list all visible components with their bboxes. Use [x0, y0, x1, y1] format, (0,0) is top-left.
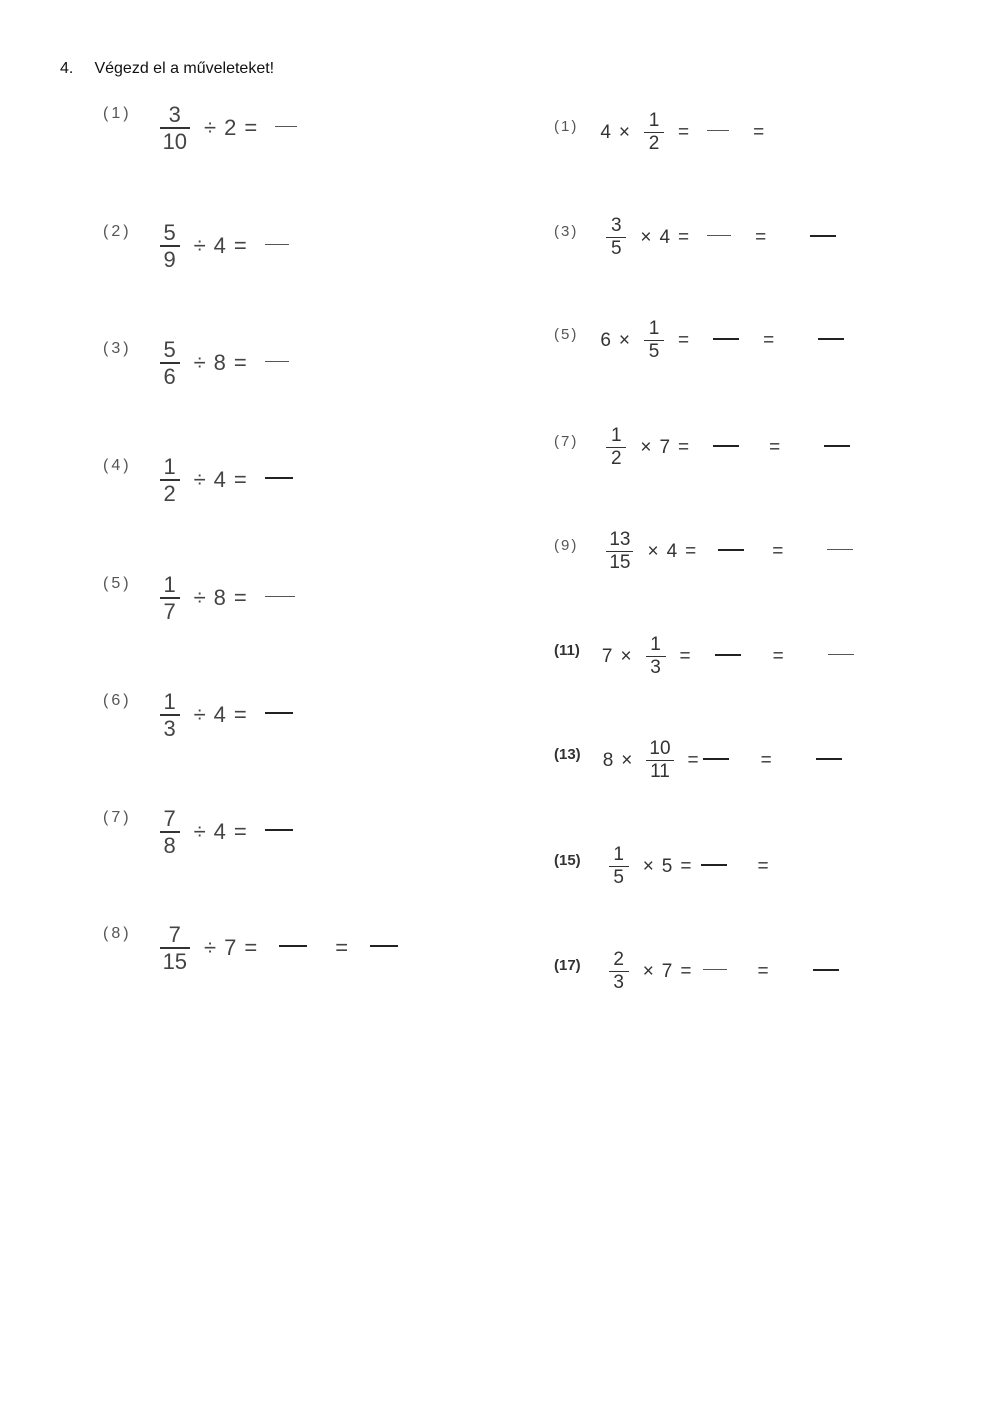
problem-label: (5): [554, 326, 579, 344]
equals-sign: =: [772, 540, 784, 562]
problem-label: (4): [103, 457, 132, 475]
denominator: 15: [609, 552, 631, 574]
denominator: 5: [613, 867, 624, 889]
equals-sign: =: [679, 645, 691, 667]
problem-label: (11): [554, 642, 580, 660]
numerator: 3: [611, 215, 622, 236]
division-problem: [103, 572, 305, 624]
problem-label: (15): [554, 852, 581, 870]
division-problem: [103, 337, 299, 389]
answer-blank[interactable]: [828, 654, 854, 655]
denominator: 5: [648, 341, 660, 363]
operand: 4: [600, 121, 611, 143]
problem-label: (3): [554, 223, 579, 241]
operand: 8: [213, 585, 226, 611]
fraction: [160, 102, 190, 154]
divide-sign: ÷: [193, 585, 206, 611]
divide-sign: ÷: [204, 935, 217, 961]
denominator: 15: [162, 948, 188, 974]
multiply-sign: ×: [642, 960, 654, 982]
equals-sign: =: [233, 233, 247, 259]
problem-label: (9): [554, 537, 579, 555]
denominator: 11: [650, 761, 670, 783]
denominator: 5: [611, 238, 622, 260]
answer-blank[interactable]: [265, 829, 293, 831]
fraction: [160, 689, 180, 741]
multiplication-problem: [554, 110, 772, 155]
divide-sign: ÷: [193, 233, 206, 259]
division-problem: [103, 689, 303, 741]
equals-sign: =: [760, 749, 772, 771]
multiplication-problem: [554, 318, 854, 363]
operand: 5: [661, 855, 673, 877]
problem-label: (1): [103, 105, 132, 123]
numerator: 1: [648, 110, 660, 131]
exercise-heading: [60, 60, 274, 78]
equals-sign: =: [685, 540, 697, 562]
multiplication-problem: [554, 844, 777, 889]
fraction: [160, 220, 180, 272]
multiplication-problem: [554, 215, 846, 260]
answer-blank[interactable]: [713, 338, 739, 340]
equals-sign: =: [753, 121, 765, 143]
operand: 4: [213, 233, 226, 259]
problem-label: (7): [554, 433, 579, 451]
operand: 7: [659, 436, 671, 458]
denominator: 8: [163, 832, 176, 858]
denominator: 3: [163, 715, 176, 741]
operand: 7: [601, 645, 613, 667]
equals-sign: =: [687, 749, 699, 771]
numerator: 10: [649, 738, 671, 759]
denominator: 3: [650, 657, 661, 679]
answer-blank[interactable]: [715, 654, 741, 656]
operand: 4: [213, 702, 226, 728]
equals-sign: =: [233, 350, 247, 376]
denominator: 7: [163, 598, 176, 624]
operand: 4: [213, 467, 226, 493]
fraction: [606, 215, 626, 260]
denominator: 10: [162, 128, 188, 154]
equals-sign: =: [769, 436, 781, 458]
answer-blank[interactable]: [818, 338, 844, 340]
problem-label: (17): [554, 957, 581, 975]
fraction: [644, 318, 664, 363]
operand: 7: [224, 935, 237, 961]
equals-sign: =: [678, 329, 690, 351]
operand: 4: [659, 226, 671, 248]
answer-blank[interactable]: [816, 758, 842, 760]
equals-sign: =: [678, 436, 690, 458]
fraction: [646, 738, 673, 783]
divide-sign: ÷: [193, 819, 206, 845]
problem-label: (3): [103, 340, 132, 358]
problem-label: (2): [103, 223, 132, 241]
equals-sign: =: [233, 585, 247, 611]
denominator: 9: [163, 246, 176, 272]
numerator: 1: [163, 454, 176, 479]
answer-blank[interactable]: [370, 945, 398, 947]
multiply-sign: ×: [618, 329, 631, 351]
operand: 8: [602, 749, 614, 771]
problem-label: (6): [103, 692, 132, 710]
answer-blank[interactable]: [265, 477, 293, 479]
fraction: [160, 454, 180, 506]
multiplication-problem: [554, 529, 863, 574]
multiply-sign: ×: [642, 855, 654, 877]
answer-blank[interactable]: [813, 969, 839, 971]
numerator: 13: [609, 529, 631, 550]
numerator: 1: [163, 572, 176, 597]
answer-blank[interactable]: [707, 235, 731, 236]
numerator: 1: [611, 425, 622, 446]
multiplication-problem: [554, 634, 864, 679]
answer-blank[interactable]: [701, 864, 727, 866]
problem-label: (8): [103, 925, 132, 943]
division-problem: [103, 102, 307, 154]
multiply-sign: ×: [647, 540, 659, 562]
equals-sign: =: [757, 855, 769, 877]
equals-sign: =: [233, 702, 247, 728]
fraction: [160, 337, 180, 389]
divide-sign: ÷: [193, 702, 206, 728]
fraction: [646, 634, 666, 679]
numerator: 1: [613, 844, 624, 865]
multiply-sign: ×: [620, 645, 632, 667]
multiplication-problem: [554, 738, 852, 783]
equals-sign: =: [757, 960, 769, 982]
numerator: 1: [648, 318, 660, 339]
divide-sign: ÷: [193, 467, 206, 493]
division-problem: [103, 806, 303, 858]
operand: 8: [213, 350, 226, 376]
equals-sign: =: [763, 329, 775, 351]
multiplication-problem: [554, 949, 849, 994]
equals-sign: =: [755, 226, 767, 248]
fraction: [609, 844, 629, 889]
denominator: 6: [163, 363, 176, 389]
answer-blank[interactable]: [703, 758, 729, 760]
numerator: 5: [163, 337, 176, 362]
operand: 4: [666, 540, 678, 562]
operand: 4: [213, 819, 226, 845]
denominator: 3: [613, 972, 624, 994]
numerator: 5: [163, 220, 176, 245]
answer-blank[interactable]: [265, 712, 293, 714]
answer-blank[interactable]: [707, 130, 729, 131]
exercise-instruction: Végezd el a műveleteket!: [94, 60, 275, 77]
denominator: 2: [648, 133, 660, 155]
equals-sign: =: [233, 819, 247, 845]
problem-label: (1): [554, 118, 579, 136]
divide-sign: ÷: [193, 350, 206, 376]
numerator: 2: [613, 949, 624, 970]
equals-sign: =: [244, 115, 258, 141]
numerator: 1: [650, 634, 661, 655]
multiply-sign: ×: [621, 749, 633, 771]
numerator: 1: [163, 689, 176, 714]
answer-blank[interactable]: [279, 945, 307, 947]
answer-blank[interactable]: [810, 235, 836, 237]
multiply-sign: ×: [640, 436, 652, 458]
multiplication-problem: [554, 425, 860, 470]
answer-blank[interactable]: [703, 969, 727, 970]
equals-sign: =: [335, 935, 349, 961]
numerator: 3: [168, 102, 181, 127]
answer-blank[interactable]: [265, 361, 289, 362]
fraction: [606, 425, 626, 470]
equals-sign: =: [244, 935, 258, 961]
multiply-sign: ×: [640, 226, 652, 248]
fraction: [160, 572, 180, 624]
answer-blank[interactable]: [265, 244, 289, 245]
fraction: [609, 949, 629, 994]
denominator: 2: [611, 448, 622, 470]
division-problem: [103, 454, 303, 506]
answer-blank[interactable]: [265, 596, 295, 597]
answer-blank[interactable]: [827, 549, 853, 550]
exercise-number: 4.: [60, 60, 74, 77]
multiply-sign: ×: [618, 121, 631, 143]
equals-sign: =: [678, 121, 690, 143]
answer-blank[interactable]: [275, 126, 297, 127]
problem-label: (5): [103, 575, 132, 593]
equals-sign: =: [680, 960, 692, 982]
equals-sign: =: [680, 855, 692, 877]
numerator: 7: [163, 806, 176, 831]
division-problem: [103, 220, 299, 272]
equals-sign: =: [233, 467, 247, 493]
equals-sign: =: [678, 226, 690, 248]
problem-label: (13): [554, 746, 581, 764]
fraction: [160, 806, 180, 858]
operand: 2: [224, 115, 237, 141]
divide-sign: ÷: [204, 115, 217, 141]
equals-sign: =: [772, 645, 784, 667]
numerator: 7: [168, 922, 181, 947]
answer-blank[interactable]: [824, 445, 850, 447]
fraction: [160, 922, 190, 974]
fraction: [606, 529, 633, 574]
fraction: [644, 110, 664, 155]
operand: 6: [600, 329, 611, 351]
problem-label: (7): [103, 809, 132, 827]
division-problem: [103, 922, 408, 974]
denominator: 2: [163, 480, 176, 506]
answer-blank[interactable]: [718, 549, 744, 551]
answer-blank[interactable]: [713, 445, 739, 447]
operand: 7: [661, 960, 673, 982]
